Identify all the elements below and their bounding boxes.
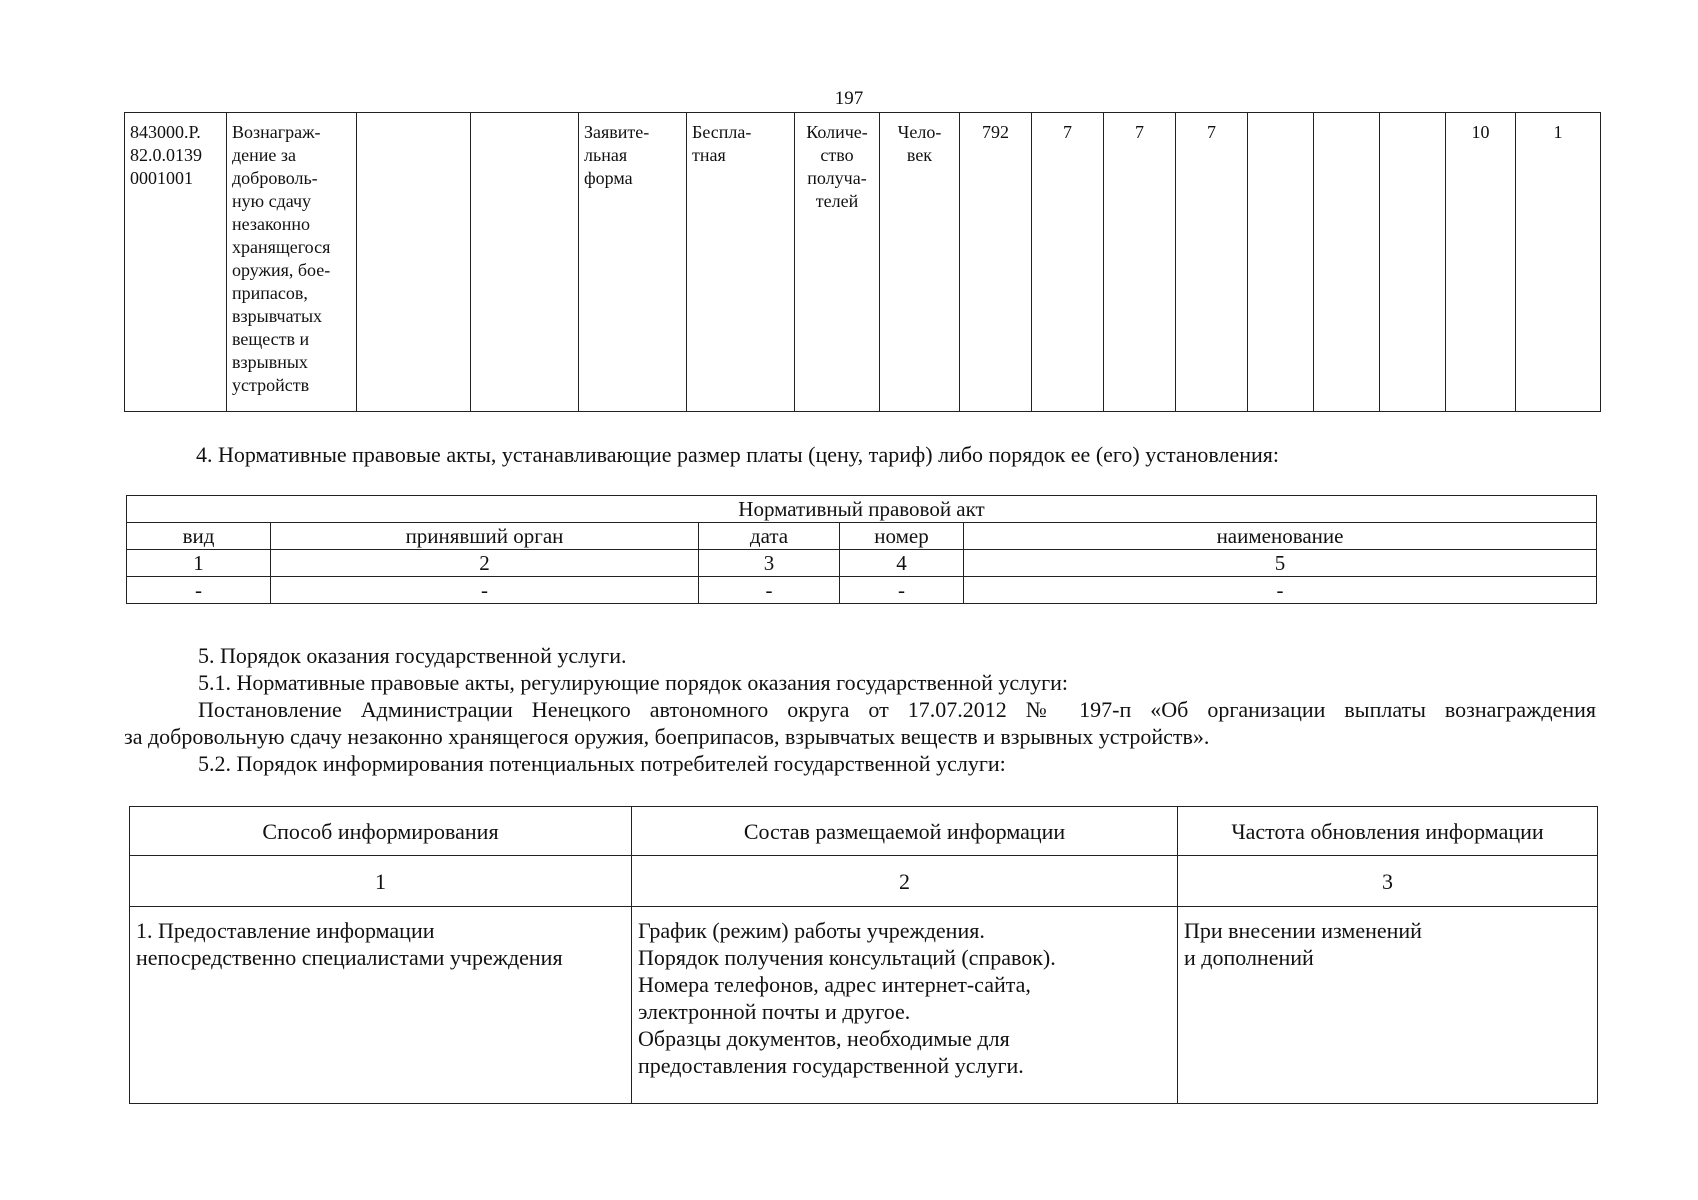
resolution-text-line-2: за добровольную сдачу незаконно хранящегося оружия, боеприпасов, взрывчатых веществ и взрывных устройств». bbox=[124, 724, 1210, 749]
page-number: 197 bbox=[834, 88, 864, 109]
column-number: 3 bbox=[699, 550, 840, 577]
informing-table bbox=[129, 806, 1598, 1104]
table-cell: - bbox=[127, 577, 271, 604]
content-cell: График (режим) работы учреждения. Порядок получения консультаций (справок). Номера телефонов, адрес интернет-сайта, электронной почты и другое. Образцы документов, необходимые для предоставления государственной услуги. bbox=[632, 907, 1178, 1104]
empty-cell bbox=[357, 113, 471, 412]
deviation-cell: 10 bbox=[1446, 113, 1516, 412]
column-header: вид bbox=[127, 523, 271, 550]
column-number: 1 bbox=[130, 856, 632, 907]
payment-cell: Беспла- тная bbox=[687, 113, 795, 412]
unit-cell: Чело- век bbox=[880, 113, 960, 412]
section-4-heading: 4. Нормативные правовые акты, устанавливающие размер платы (цену, тариф) либо порядок ее (его) установления: bbox=[196, 442, 1280, 467]
value-cell: 7 bbox=[1032, 113, 1104, 412]
table-row bbox=[127, 577, 1597, 604]
column-header: дата bbox=[699, 523, 840, 550]
column-number: 2 bbox=[632, 856, 1178, 907]
section-5-heading: 5. Порядок оказания государственной услуги. bbox=[198, 643, 627, 668]
column-header: наименование bbox=[964, 523, 1597, 550]
okei-code-cell: 792 bbox=[960, 113, 1032, 412]
indicator-cell: Количе- ство получа- телей bbox=[795, 113, 880, 412]
column-header: Способ информирования bbox=[130, 807, 632, 856]
value-cell: 7 bbox=[1104, 113, 1176, 412]
table-row bbox=[130, 907, 1598, 1104]
column-header: Частота обновления информации bbox=[1178, 807, 1598, 856]
table-cell: - bbox=[271, 577, 699, 604]
table-header-row bbox=[130, 807, 1598, 856]
column-header: номер bbox=[840, 523, 964, 550]
empty-cell bbox=[1248, 113, 1314, 412]
resolution-text-line-1: Постановление Администрации Ненецкого автономного округа от 17.07.2012 № 197-п «Об организации выплаты вознаграждения bbox=[198, 697, 1596, 722]
deviation-cell: 1 bbox=[1516, 113, 1601, 412]
section-5-1-heading: 5.1. Нормативные правовые акты, регулирующие порядок оказания государственной услуги: bbox=[198, 670, 1069, 695]
column-number: 2 bbox=[271, 550, 699, 577]
legal-acts-table bbox=[126, 495, 1597, 604]
frequency-cell: При внесении изменений и дополнений bbox=[1178, 907, 1598, 1104]
column-number: 3 bbox=[1178, 856, 1598, 907]
empty-cell bbox=[471, 113, 579, 412]
column-number: 4 bbox=[840, 550, 964, 577]
indicators-table bbox=[124, 112, 1601, 412]
empty-cell bbox=[1380, 113, 1446, 412]
column-number: 1 bbox=[127, 550, 271, 577]
empty-cell bbox=[1314, 113, 1380, 412]
method-cell: 1. Предоставление информации непосредственно специалистами учреждения bbox=[130, 907, 632, 1104]
table-cell: - bbox=[964, 577, 1597, 604]
column-header: принявший орган bbox=[271, 523, 699, 550]
service-name-cell: Вознаграж- дение за доброволь- ную сдачу незаконно хранящегося оружия, бое- припасов, взрывчатых веществ и взрывных устройств bbox=[227, 113, 357, 412]
section-5-2-heading: 5.2. Порядок информирования потенциальных потребителей государственной услуги: bbox=[198, 751, 1006, 776]
column-header: Состав размещаемой информации bbox=[632, 807, 1178, 856]
table-row bbox=[125, 113, 1601, 412]
column-number-row bbox=[127, 550, 1597, 577]
table-title-row bbox=[127, 496, 1597, 523]
table-header-row bbox=[127, 523, 1597, 550]
table-cell: - bbox=[699, 577, 840, 604]
table-cell: - bbox=[840, 577, 964, 604]
column-number: 5 bbox=[964, 550, 1597, 577]
form-cell: Заявите- льная форма bbox=[579, 113, 687, 412]
column-number-row bbox=[130, 856, 1598, 907]
service-code-cell: 843000.Р. 82.0.0139 0001001 bbox=[125, 113, 227, 412]
value-cell: 7 bbox=[1176, 113, 1248, 412]
table-title: Нормативный правовой акт bbox=[127, 496, 1597, 523]
